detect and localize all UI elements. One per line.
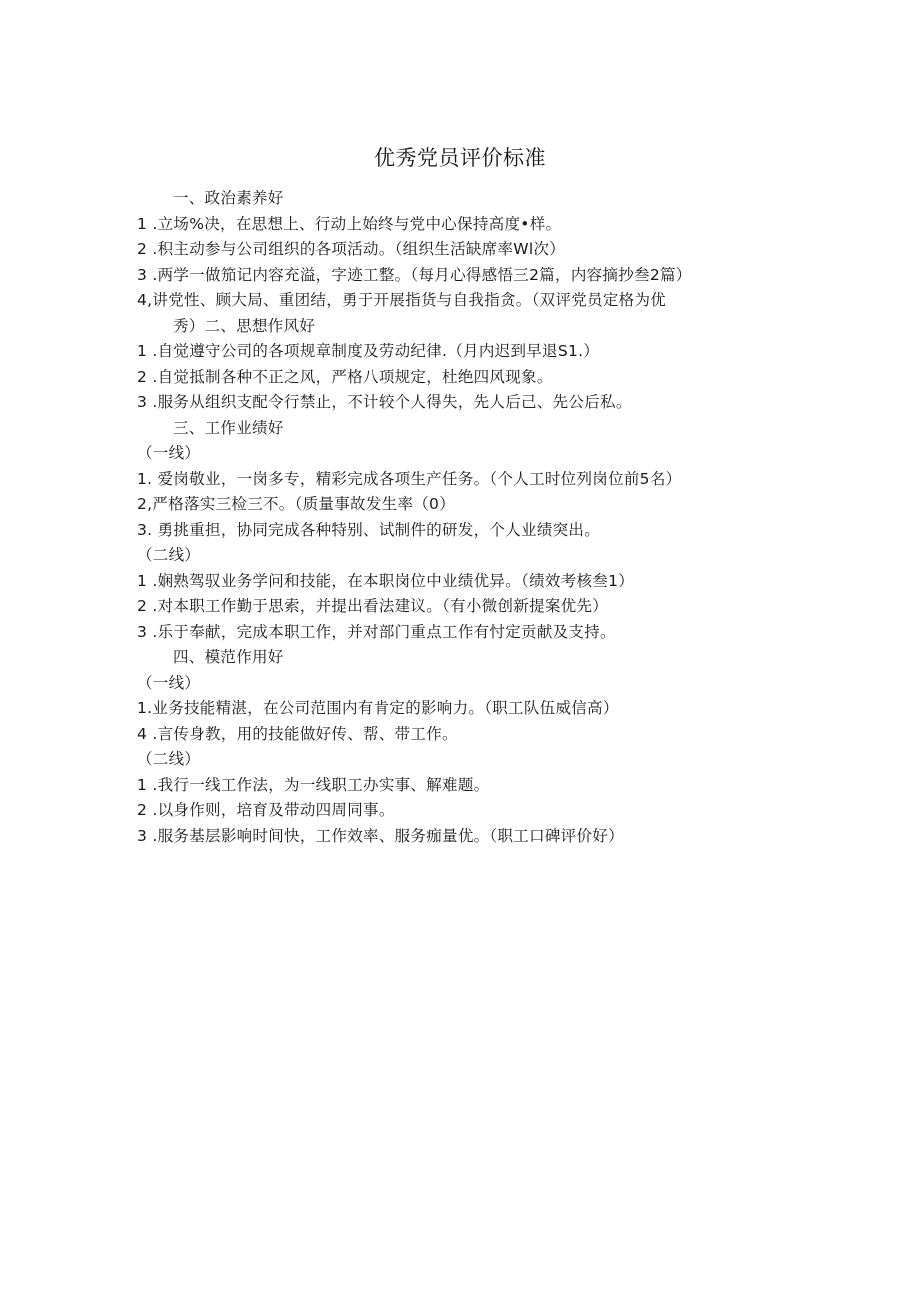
list-item: 1 .自觉遵守公司的各项规章制度及劳动纪律.（月内迟到早退S1.） (137, 342, 600, 360)
list-item: 2 .积主动参与公司组织的各项活动。（组织生活缺席率Wl次） (137, 240, 566, 258)
list-item: 3 .服务基层影响时间快，工作效率、服务痂量优。（职工口碑评价好） (137, 826, 624, 845)
document-title: 优秀党员评价标准 (374, 146, 546, 170)
list-item-continuation: 秀）二、思想作风好 (173, 316, 316, 335)
list-item: 3. 勇挑重担，协同完成各种特别、试制件的研发，个人业绩突出。 (137, 520, 601, 539)
list-item: 3 .乐于奉献，完成本职工作，并对部门重点工作有忖定贡献及支持。 (137, 622, 616, 641)
list-item: 1 .立场%决，在思想上、行动上始终与党中心保持高度•样。 (137, 214, 562, 233)
list-item: 1 .我行一线工作法，为一线职工办实事、解难题。 (137, 775, 490, 794)
subsection-label: （一线） (137, 673, 201, 692)
list-item: 2 .自觉抵制各种不正之风，严格八项规定，杜绝四风现象。 (137, 367, 553, 386)
subsection-label: （一线） (137, 444, 201, 462)
subsection-label: （二线） (137, 750, 201, 768)
section-heading-performance: 三、工作业绩好 (173, 418, 284, 437)
list-item: 4,讲党性、顾大局、重团结，勇于开展指货与自我指贪。（双评党员定格为优 (137, 291, 667, 309)
list-item: 1.业务技能精湛，在公司范围内有肯定的影响力。（职工队伍威信高） (137, 699, 619, 717)
list-item: 2 .对本职工作勤于思索，并提出看法建议。（有小微创新提案优先） (137, 597, 609, 615)
list-item: 2,严格落实三检三不。（质量事故发生率（0） (137, 495, 456, 513)
document-body (137, 186, 777, 849)
list-item: 1 .娴熟驾驭业务学问和技能，在本职岗位中业绩优异。（绩效考核叁1） (137, 571, 635, 590)
section-heading-role-model: 四、模范作用好 (173, 648, 284, 666)
list-item: 3 .服务从组织支配令行禁止，不计较个人得失，先人后己、先公后私。 (137, 393, 632, 411)
section-heading-political: 一、政治素养好 (173, 189, 284, 207)
list-item: 2 .以身作则，培育及带动四周同事。 (137, 801, 395, 819)
list-item: 3 .两学一做笳记内容充溢，字迹工整。（每月心得感悟三2篇，内容摘抄叁2篇） (137, 265, 692, 284)
subsection-label: （二线） (137, 546, 201, 564)
list-item: 4 .言传身教，用的技能做好传、帮、带工作。 (137, 724, 458, 743)
list-item: 1. 爱岗敬业，一岗多专，精彩完成各项生产任务。（个人工时位列岗位前5名） (137, 469, 682, 488)
